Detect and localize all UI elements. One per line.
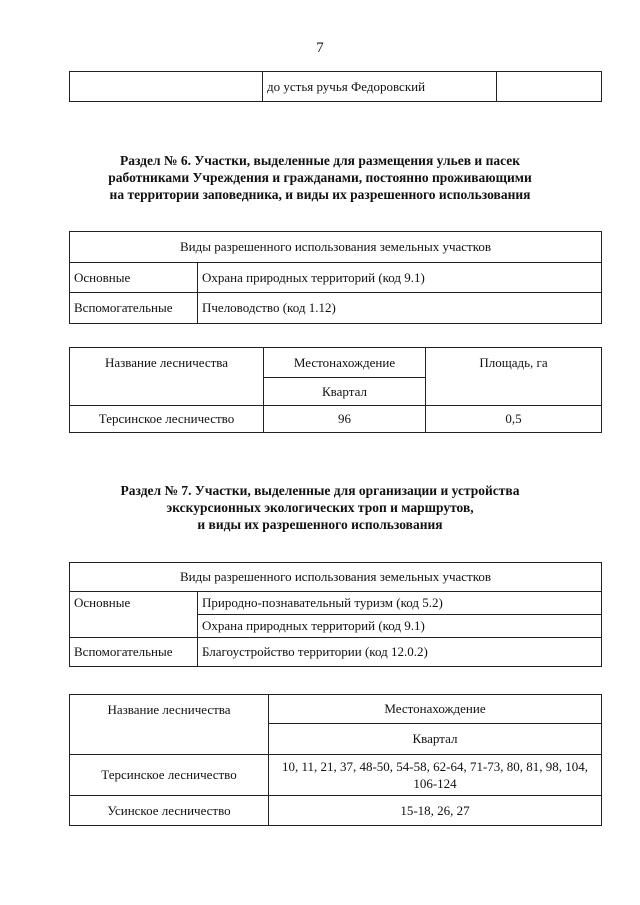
quarter-value-line: 10, 11, 21, 37, 48-50, 54-58, 62-64, 71-73, 80, 81, 98, 104, <box>281 759 589 774</box>
use-value-main: Природно-познавательный туризм (код 5.2) <box>198 592 602 615</box>
section7-title <box>0 482 640 533</box>
section7-title-line: Раздел № 7. Участки, выделенные для организации и устройства <box>120 483 520 498</box>
section7-title-line: и виды их разрешенного использования <box>197 517 443 532</box>
empty-cell <box>497 72 602 102</box>
quarter-value: 96 <box>264 406 426 433</box>
area-value: 0,5 <box>426 406 602 433</box>
use-type-main: Основные <box>70 263 198 293</box>
use-value-main: Охрана природных территорий (код 9.1) <box>198 615 602 638</box>
section6-title-line: работниками Учреждения и гражданами, постоянно проживающими <box>108 170 532 185</box>
use-table-header: Виды разрешенного использования земельных участков <box>70 232 602 263</box>
empty-cell <box>70 72 263 102</box>
section6-location-table <box>69 347 602 433</box>
forestry-name: Усинское лесничество <box>70 796 269 826</box>
top-continuation-table <box>69 71 602 102</box>
quarter-value-line: 106-124 <box>413 776 457 791</box>
quarter-value: 15-18, 26, 27 <box>269 796 602 826</box>
forestry-name-header: Название лесничества <box>70 348 264 406</box>
use-type-aux: Вспомогательные <box>70 293 198 324</box>
forestry-name: Терсинское лесничество <box>70 755 269 796</box>
quarter-value <box>269 755 602 796</box>
section6-title <box>0 152 640 203</box>
forestry-name-header: Название лесничества <box>70 695 269 755</box>
area-header: Площадь, га <box>426 348 602 406</box>
use-value-main: Охрана природных территорий (код 9.1) <box>198 263 602 293</box>
use-type-aux: Вспомогательные <box>70 638 198 667</box>
section6-title-line: Раздел № 6. Участки, выделенные для размещения ульев и пасек <box>119 153 521 168</box>
location-header: Местонахождение <box>269 695 602 724</box>
section7-title-line: экскурсионных экологических троп и маршрутов, <box>166 500 474 515</box>
quarter-header: Квартал <box>264 378 426 406</box>
location-header: Местонахождение <box>264 348 426 378</box>
use-table-header: Виды разрешенного использования земельных участков <box>70 563 602 592</box>
section7-use-table <box>69 562 602 667</box>
page-number: 7 <box>316 40 324 56</box>
river-text: до устья ручья Федоровский <box>263 72 497 102</box>
section7-location-table <box>69 694 602 826</box>
quarter-header: Квартал <box>269 724 602 755</box>
use-type-main: Основные <box>70 592 198 638</box>
forestry-name: Терсинское лесничество <box>70 406 264 433</box>
section6-use-table <box>69 231 602 324</box>
use-value-aux: Благоустройство территории (код 12.0.2) <box>198 638 602 667</box>
use-value-aux: Пчеловодство (код 1.12) <box>198 293 602 324</box>
section6-title-line: на территории заповедника, и виды их разрешенного использования <box>109 187 531 202</box>
